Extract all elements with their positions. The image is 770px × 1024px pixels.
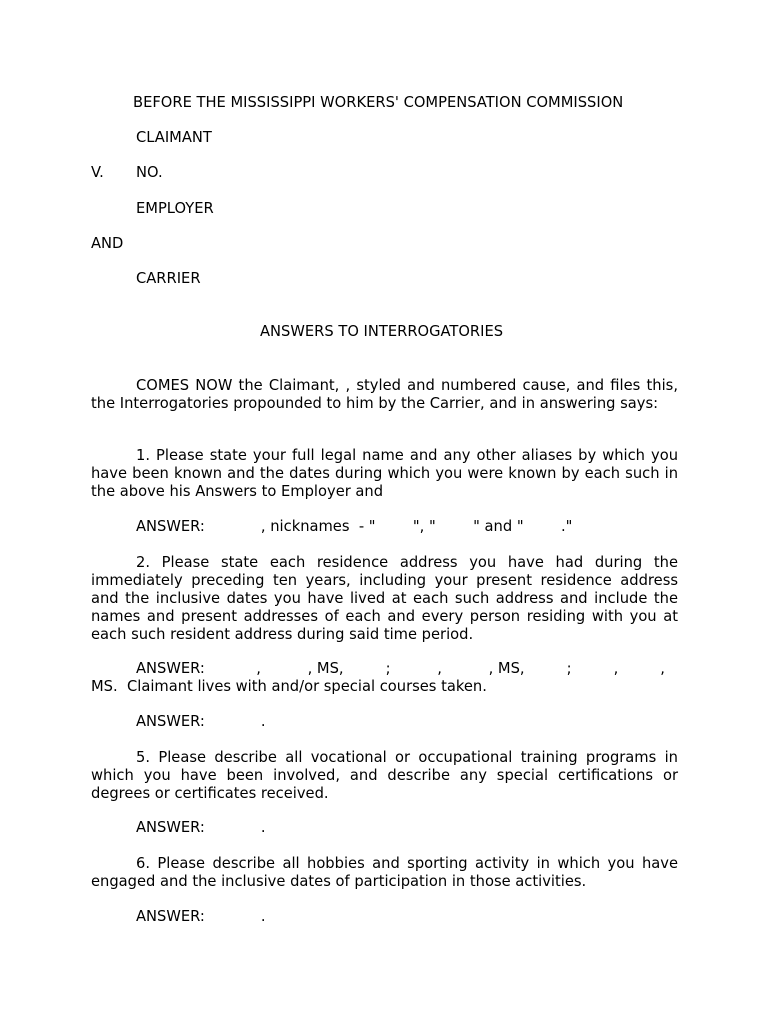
interrogatory-1-text: 1. Please state your full legal name and any other aliases by which you have been known and the dates during which you were known by each such in the above his Answers to Employer and xyxy=(91,447,678,500)
intro-paragraph xyxy=(91,377,678,413)
interrogatory-6 xyxy=(91,855,678,891)
interrogatory-5 xyxy=(91,749,678,803)
interrogatory-1 xyxy=(91,447,678,501)
answer-1: ANSWER: , nicknames - " ", " " and " ." xyxy=(136,518,573,535)
interrogatory-2 xyxy=(91,554,678,644)
case-number-label: NO. xyxy=(136,164,163,181)
answer-6: ANSWER: . xyxy=(136,908,266,925)
versus-label: V. xyxy=(91,164,104,181)
carrier-label: CARRIER xyxy=(136,270,201,287)
employer-label: EMPLOYER xyxy=(136,200,214,217)
interrogatory-2-text: 2. Please state each residence address you have had during the immediately preceding ten years, including your present residence address and the inclusive dates you have lived at each such address and include the names and present addresses of each and every person residing with you at each such resident address during said time period. xyxy=(91,554,678,643)
intro-text: COMES NOW the Claimant, , styled and numbered cause, and files this, the Interrogatories propounded to him by the Carrier, and in answering says: xyxy=(91,377,678,412)
claimant-label: CLAIMANT xyxy=(136,129,212,146)
answer-5: ANSWER: . xyxy=(136,819,266,836)
answer-2-line-1: ANSWER: , , MS, ; , , MS, ; , , xyxy=(136,660,665,677)
answer-3: ANSWER: . xyxy=(136,713,266,730)
interrogatory-5-text: 5. Please describe all vocational or occupational training programs in which you have been involved, and describe any special certifications or degrees or certificates received. xyxy=(91,749,678,802)
document-title: ANSWERS TO INTERROGATORIES xyxy=(260,323,504,340)
interrogatory-6-text: 6. Please describe all hobbies and sporting activity in which you have engaged and the inclusive dates of participation in those activities. xyxy=(91,855,678,890)
and-label: AND xyxy=(91,235,124,252)
answer-2-line-2: MS. Claimant lives with and/or special courses taken. xyxy=(91,678,487,695)
commission-heading: BEFORE THE MISSISSIPPI WORKERS' COMPENSATION COMMISSION xyxy=(133,94,624,111)
